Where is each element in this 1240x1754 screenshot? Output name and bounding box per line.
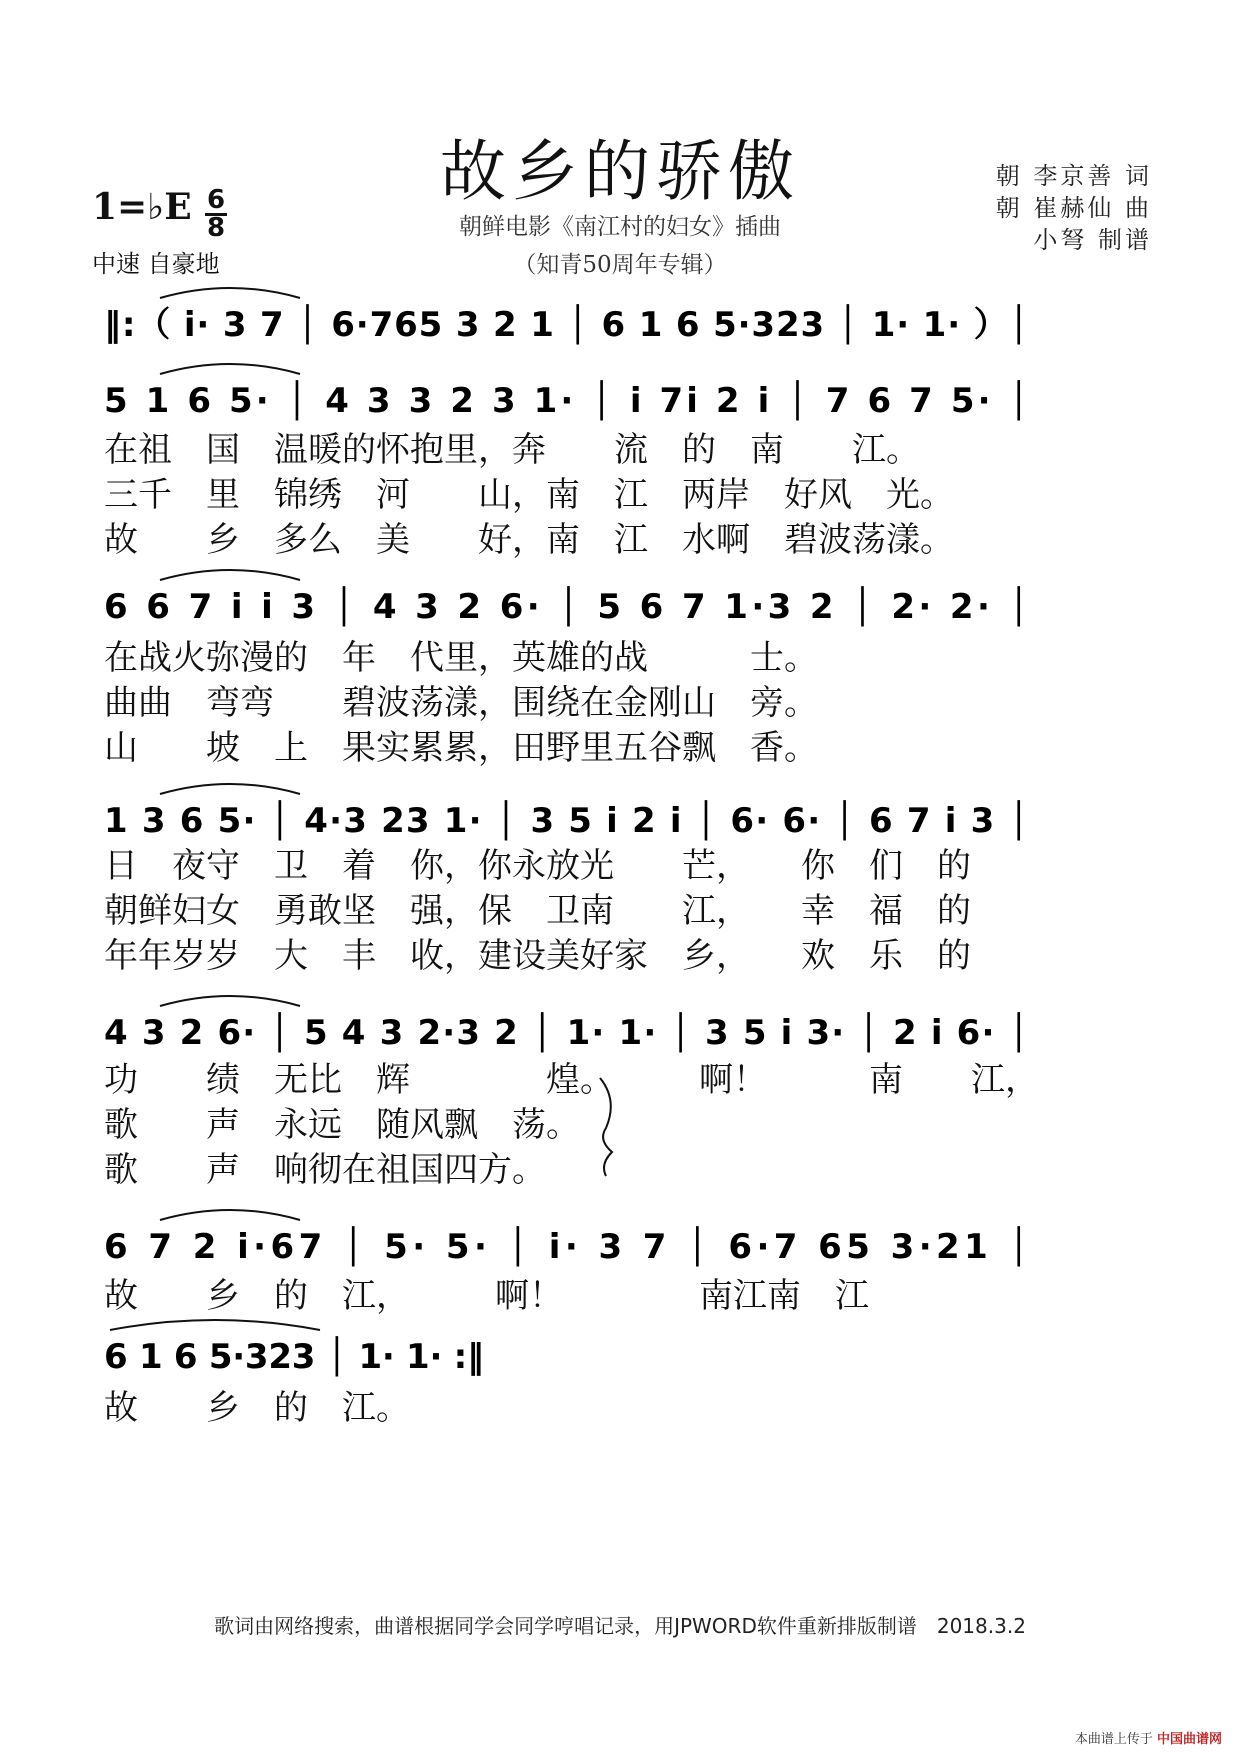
notation-line: 4 3 2 6· │ 5 4 3 2·3 2 │ 1· 1· │ 3 5 i 3· │ 2 i 6· │ [104,1013,1029,1053]
slur-arc [160,570,300,580]
notation-line: 6 1 6 5·323 │ 1· 1· :‖ [104,1337,484,1377]
lyric-line: 朝鲜妇女 勇敢坚 强，保 卫南 江， 幸 福 的 [104,891,971,931]
lyric-line: 功 绩 无比 辉 煌。 啊！ 南 江， [104,1060,1039,1100]
lyric-line: 在祖 国 温暖的怀抱里，奔 流 的 南 江。 [104,430,920,470]
lyric-line: 故 乡 多么 美 好，南 江 水啊 碧波荡漾。 [104,520,954,560]
lyricist-credit: 朝 李京善 词 [995,162,1152,190]
lyric-line: 在战火弥漫的 年 代里，英雄的战 士。 [104,638,818,678]
notation-line: 1 3 6 5· │ 4·3 23 1· │ 3 5 i 2 i │ 6· 6· │ 6 7 i 3 │ [104,801,1029,841]
notation-line: 5 1 6 5· │ 4 3 3 2 3 1· │ i 7i 2 i │ 7 6 7 5· │ [104,381,1029,421]
tempo-marking: 中速 自豪地 [92,250,220,278]
lyric-line: 故 乡 的 江。 [104,1388,410,1428]
notation-line: 6 7 2 i·67 │ 5· 5· │ i· 3 7 │ 6·7 65 3·21 │ [104,1227,1029,1267]
notation-line: ‖:（ i· 3 7 │ 6·765 3 2 1 │ 6 1 6 5·323 │ 1· 1· ）│ [104,305,1029,345]
slur-arc [160,364,300,374]
slur-arc [160,1210,300,1220]
transcriber-credit: 小弩 制谱 [1033,226,1152,254]
album-note: （知青50周年专辑） [513,252,727,278]
lyric-line: 故 乡 的 江， 啊！ 南江南 江 [104,1276,869,1316]
upload-stamp [1075,1728,1222,1747]
lyric-line: 歌 声 响彻在祖国四方。 [104,1150,546,1190]
lyric-line: 山 坡 上 果实累累，田野里五谷飘 香。 [104,728,818,768]
stamp-site: 中国曲谱网 [1156,1732,1222,1747]
lyric-line: 年年岁岁 大 丰 收，建设美好家 乡， 欢 乐 的 [104,936,971,976]
slur-arc [110,1320,320,1330]
subtitle: 朝鲜电影《南江村的妇女》插曲 [459,214,781,240]
stamp-prefix: 本曲谱上传于 [1074,1732,1153,1747]
time-denominator: 8 [206,213,226,243]
slur-arc [160,784,300,794]
lyric-line: 曲曲 弯弯 碧波荡漾，围绕在金刚山 旁。 [104,683,818,723]
lyric-line: 歌 声 永远 随风飘 荡。 [104,1105,580,1145]
lyric-line: 三千 里 锦绣 河 山，南 江 两岸 好风 光。 [104,475,954,515]
notation-line: 6 6 7 i i 3 │ 4 3 2 6· │ 5 6 7 1·3 2 │ 2· 2· │ [104,587,1029,627]
song-title: 故乡的骄傲 [440,133,800,210]
time-numerator: 6 [206,185,226,215]
key-signature: 1=♭E [92,186,192,228]
footer-note: 歌词由网络搜索，曲谱根据同学会同学哼唱记录，用JPWORD软件重新排版制谱 2018.3.2 [214,1614,1026,1638]
slur-arc [160,288,300,298]
lyric-line: 日 夜守 卫 着 你，你永放光 芒， 你 们 的 [104,846,971,886]
slur-arc [160,996,300,1006]
composer-credit: 朝 崔赫仙 曲 [995,194,1152,222]
